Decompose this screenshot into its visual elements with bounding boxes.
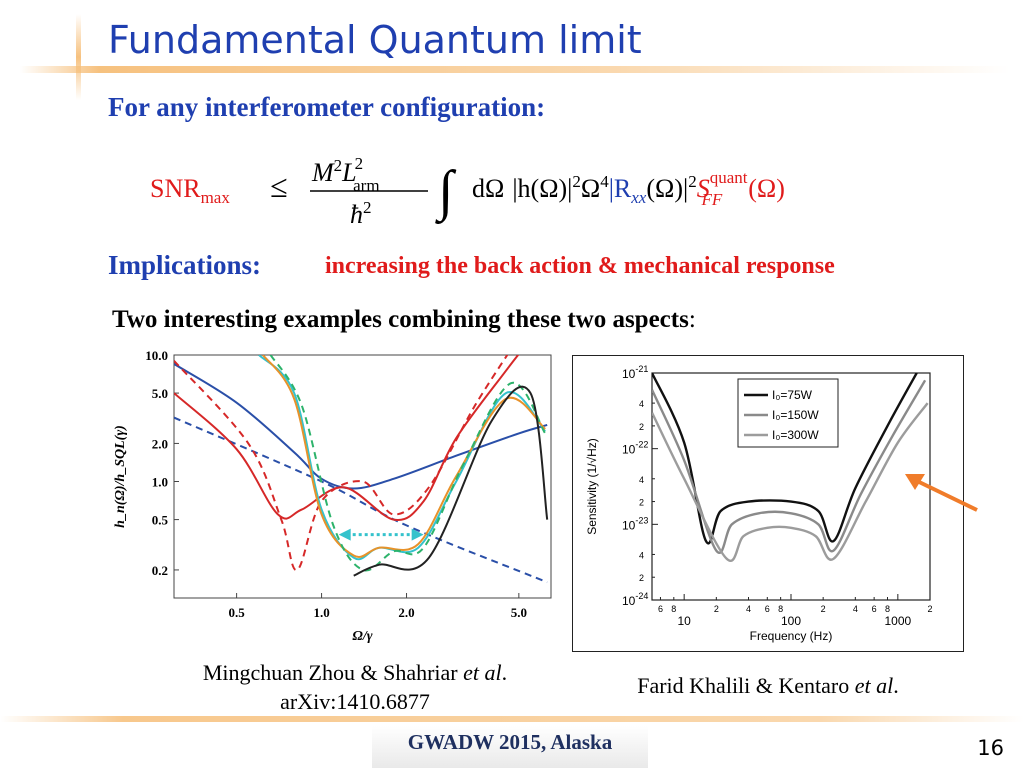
right-y-minor-label: 4 — [638, 474, 644, 485]
left-y-tick-label: 0.5 — [151, 512, 168, 528]
right-x-tick-label: 1000 — [884, 614, 912, 628]
caption-left-etal: et al — [463, 660, 502, 685]
caption-right — [572, 673, 964, 699]
title-vertical-decoration — [76, 14, 81, 100]
right-x-minor-label: 8 — [671, 604, 677, 614]
caption-left-arxiv: arXiv:1410.6877 — [280, 689, 430, 714]
right-x-minor-label: 2 — [820, 604, 826, 614]
slide-title: Fundamental Quantum limit — [108, 18, 642, 62]
title-underline-decoration — [20, 66, 1010, 73]
right-y-minor-label: 2 — [638, 573, 644, 584]
right-x-minor-label: 2 — [713, 604, 719, 614]
left-y-tick-label: 10.0 — [145, 348, 168, 363]
formula-body: dΩ $|h(\Omega)|^2\Omega^4|R_{xx}(\Omega)|^2S^{quant}$ FF (Ω) — [472, 168, 785, 209]
left-plot-noise-curves — [108, 345, 558, 650]
right-y-minor-label: 4 — [638, 550, 644, 561]
right-legend-label-1: I₀=150W — [772, 408, 819, 422]
caption-right-etal: et al — [854, 673, 894, 698]
left-x-tick-label: 0.5 — [228, 605, 245, 620]
caption-right-dot: . — [893, 673, 899, 698]
left-y-tick-label: 2.0 — [151, 436, 168, 452]
implications-label: Implications: — [108, 250, 262, 280]
right-x-minor-label: 6 — [657, 604, 663, 614]
right-x-minor-label: 8 — [778, 604, 784, 614]
formula-integral: ∫ — [438, 160, 454, 222]
left-y-tick-label: 0.2 — [151, 562, 168, 578]
right-legend-label-2: I₀=300W — [772, 428, 819, 442]
right-x-minor-label: 2 — [927, 604, 933, 614]
left-y-tick-label: 5.0 — [151, 386, 168, 402]
right-y-minor-label: 2 — [638, 497, 644, 508]
right-x-minor-label: 4 — [745, 604, 751, 614]
examples-heading — [112, 306, 696, 334]
formula-snr: $SNR_{max}$ — [150, 174, 230, 207]
left-x-tick-label: 5.0 — [510, 605, 527, 620]
right-x-tick-label: 100 — [780, 614, 802, 628]
left-y-axis-label: h_n(Ω)/h_SQL(γ) — [113, 425, 128, 528]
right-legend-label-0: I₀=75W — [772, 388, 812, 402]
right-y-tick-label: $10^{-23}$ — [622, 515, 649, 533]
right-x-minor-label: 6 — [764, 604, 770, 614]
slide-subtitle: For any interferometer configuration: — [108, 92, 546, 122]
right-x-minor-label: 4 — [852, 604, 858, 614]
examples-colon: : — [688, 306, 696, 333]
left-x-tick-label: 2.0 — [398, 605, 415, 620]
right-y-tick-label: $10^{-24}$ — [622, 591, 649, 608]
footer-conference: GWADW 2015, Alaska — [407, 730, 613, 754]
footer-decoration — [0, 716, 1024, 722]
implications-text: increasing the back action & mechanical response — [325, 253, 835, 279]
caption-right-text: Farid Khalili & Kentaro — [637, 673, 855, 698]
right-x-axis-label: Frequency (Hz) — [749, 629, 833, 643]
caption-left-dot: . — [501, 660, 508, 685]
right-y-tick-label: $10^{-22}$ — [622, 439, 649, 457]
left-y-tick-label: 1.0 — [151, 474, 168, 490]
caption-left — [150, 658, 560, 716]
formula-relation: ≤ — [270, 168, 288, 204]
formula-numerator: $M^2L2$ arm — [312, 154, 380, 195]
right-y-tick-label: $10^{-21}$ — [622, 364, 649, 381]
right-y-axis-label: Sensitivity (1/√Hz) — [585, 438, 599, 535]
page-number: 16 — [977, 736, 1004, 760]
right-x-tick-label: 10 — [677, 614, 691, 628]
right-x-minor-label: 6 — [871, 604, 877, 614]
left-x-axis-label: Ω/γ — [352, 629, 373, 644]
caption-left-text: Mingchuan Zhou & Shahriar — [202, 660, 464, 685]
examples-text: Two interesting examples combining these two aspects — [112, 306, 689, 333]
snr-formula — [150, 145, 930, 235]
formula-denominator: $ħ^2$ — [350, 198, 372, 229]
right-y-minor-label: 4 — [638, 399, 644, 410]
right-x-minor-label: 8 — [884, 604, 890, 614]
orange-pointer-arrow — [895, 462, 985, 522]
left-x-tick-label: 1.0 — [313, 605, 330, 620]
right-y-minor-label: 2 — [638, 421, 644, 432]
